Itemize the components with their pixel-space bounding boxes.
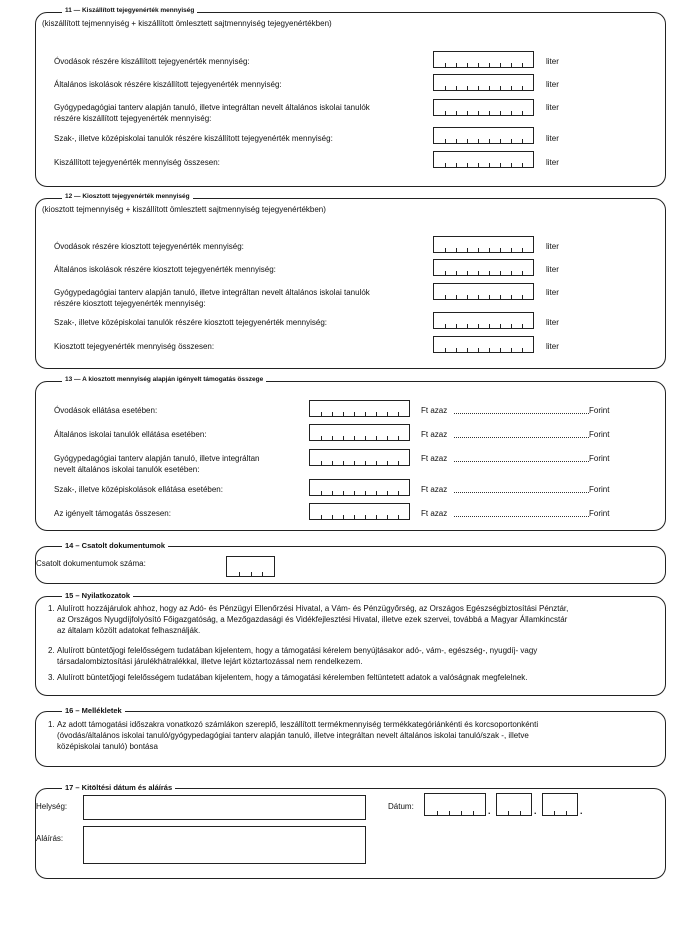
digit-tick xyxy=(522,271,523,275)
digit-tick xyxy=(500,348,501,352)
digit-tick xyxy=(489,163,490,167)
s16-item-1-line-2: (óvodás/általános iskolai tanuló/gyógypedagógiai tanterv alapján tanuló, illetve integráltan nevelt általános iskolai tanuló/szak -, illetve xyxy=(57,731,529,740)
digit-tick xyxy=(398,491,399,495)
s12-row-4-input[interactable] xyxy=(433,312,534,329)
digit-tick xyxy=(489,139,490,143)
digit-tick xyxy=(467,111,468,115)
s11-row-3-label: Gyógypedagógiai tanterv alapján tanuló, illetve integráltan nevelt általános iskolai tanulók xyxy=(54,103,370,112)
digit-tick xyxy=(500,139,501,143)
s13-row-3-label-line2: nevelt általános iskolai tanulók esetében: xyxy=(54,465,200,474)
digit-tick xyxy=(522,111,523,115)
digit-tick xyxy=(489,248,490,252)
section-12-title: 12 — Kiosztott tejegyenérték mennyiség xyxy=(62,193,193,200)
s17-sign-label: Aláírás: xyxy=(36,834,64,843)
digit-tick xyxy=(251,572,252,576)
digit-tick xyxy=(398,461,399,465)
section-12 xyxy=(35,193,666,369)
digit-tick xyxy=(478,139,479,143)
digit-tick xyxy=(321,412,322,416)
s11-row-5-unit: liter xyxy=(546,158,559,167)
s15-item-1-line-1: Alulírott hozzájárulok ahhoz, hogy az Adó- és Pénzügyi Ellenőrzési Hivatal, a Vám- és Pénzügyőrség, az Országos Egészségbiztosítási Pénztár, xyxy=(57,604,569,613)
digit-tick xyxy=(511,139,512,143)
section-17 xyxy=(35,783,666,879)
s17-signature-field[interactable] xyxy=(83,826,366,864)
s13-row-4-words-line[interactable] xyxy=(454,492,589,493)
digit-tick xyxy=(456,63,457,67)
s11-row-5-input[interactable] xyxy=(433,151,534,168)
digit-tick xyxy=(511,324,512,328)
s16-item-1 xyxy=(48,719,655,752)
s14-label: Csatolt dokumentumok száma: xyxy=(36,559,146,568)
digit-tick xyxy=(522,348,523,352)
s17-date-dot-1: . xyxy=(488,806,491,816)
s13-row-5-input[interactable] xyxy=(309,503,410,520)
digit-tick xyxy=(332,515,333,519)
s12-row-3-label-line2: részére kiosztott tejegyenérték mennyiség: xyxy=(54,299,206,308)
s13-row-5-words-line[interactable] xyxy=(454,516,589,517)
s12-row-4-label: Szak-, illetve középiskolai tanulók részére kiosztott tejegyenérték mennyiség: xyxy=(54,318,328,327)
s15-item-3-number: 3. xyxy=(48,673,55,682)
digit-tick xyxy=(467,271,468,275)
digit-tick xyxy=(461,811,462,815)
s13-row-2-forint: Forint xyxy=(589,430,610,439)
digit-tick xyxy=(478,324,479,328)
digit-tick xyxy=(478,163,479,167)
digit-tick xyxy=(437,811,438,815)
digit-tick xyxy=(467,248,468,252)
digit-tick xyxy=(387,491,388,495)
digit-tick xyxy=(354,461,355,465)
section-15 xyxy=(35,591,666,696)
digit-tick xyxy=(566,811,567,815)
digit-tick xyxy=(511,271,512,275)
digit-tick xyxy=(522,86,523,90)
digit-tick xyxy=(500,63,501,67)
s12-row-2-input[interactable] xyxy=(433,259,534,276)
digit-tick xyxy=(478,248,479,252)
digit-tick xyxy=(332,412,333,416)
digit-tick xyxy=(387,461,388,465)
s17-date-year-input[interactable] xyxy=(424,793,486,816)
digit-tick xyxy=(456,348,457,352)
digit-tick xyxy=(511,295,512,299)
digit-tick xyxy=(489,86,490,90)
digit-tick xyxy=(467,86,468,90)
s11-row-4-unit: liter xyxy=(546,134,559,143)
digit-tick xyxy=(445,163,446,167)
digit-tick xyxy=(522,248,523,252)
digit-tick xyxy=(554,811,555,815)
digit-tick xyxy=(456,139,457,143)
digit-tick xyxy=(343,436,344,440)
s12-row-5-input[interactable] xyxy=(433,336,534,353)
digit-tick xyxy=(511,248,512,252)
digit-tick xyxy=(500,324,501,328)
s17-place-input[interactable] xyxy=(83,795,366,820)
s13-row-3-label: Gyógypedagógiai tanterv alapján tanuló, illetve integráltan xyxy=(54,454,260,463)
digit-tick xyxy=(445,86,446,90)
s13-row-1-forint: Forint xyxy=(589,406,610,415)
digit-tick xyxy=(500,111,501,115)
digit-tick xyxy=(511,86,512,90)
s15-item-1-number: 1. xyxy=(48,604,55,613)
s17-date-month-input[interactable] xyxy=(496,793,532,816)
digit-tick xyxy=(445,63,446,67)
digit-tick xyxy=(473,811,474,815)
digit-tick xyxy=(445,139,446,143)
digit-tick xyxy=(489,111,490,115)
digit-tick xyxy=(354,491,355,495)
digit-tick xyxy=(376,461,377,465)
digit-tick xyxy=(398,436,399,440)
digit-tick xyxy=(511,63,512,67)
s13-row-1-ft: Ft azaz xyxy=(421,406,448,415)
digit-tick xyxy=(321,491,322,495)
digit-tick xyxy=(478,63,479,67)
s11-row-1-label: Óvodások részére kiszállított tejegyenérték mennyiség: xyxy=(54,57,250,66)
digit-tick xyxy=(365,436,366,440)
s12-row-5-label: Kiosztott tejegyenérték mennyiség összesen: xyxy=(54,342,215,351)
s11-row-3-unit: liter xyxy=(546,103,559,112)
digit-tick xyxy=(332,436,333,440)
s11-row-2-label: Általános iskolások részére kiszállított tejegyenérték mennyiség: xyxy=(54,80,282,89)
digit-tick xyxy=(445,248,446,252)
digit-tick xyxy=(478,86,479,90)
digit-tick xyxy=(467,324,468,328)
s13-row-4-label: Szak-, illetve középiskolások ellátása esetében: xyxy=(54,485,223,494)
digit-tick xyxy=(467,295,468,299)
s13-row-1-words-line[interactable] xyxy=(454,413,589,414)
s17-place-label: Helység: xyxy=(36,802,68,811)
digit-tick xyxy=(445,111,446,115)
digit-tick xyxy=(376,412,377,416)
s11-row-3-label-line2: részére kiszállított tejegyenérték mennyiség: xyxy=(54,114,212,123)
digit-tick xyxy=(500,86,501,90)
digit-tick xyxy=(365,491,366,495)
digit-tick xyxy=(376,436,377,440)
s12-row-4-unit: liter xyxy=(546,318,559,327)
digit-tick xyxy=(522,324,523,328)
digit-tick xyxy=(500,163,501,167)
digit-tick xyxy=(522,163,523,167)
s11-row-5-label: Kiszállított tejegyenérték mennyiség összesen: xyxy=(54,158,220,167)
digit-tick xyxy=(467,163,468,167)
s13-row-2-ft: Ft azaz xyxy=(421,430,448,439)
s15-item-2-number: 2. xyxy=(48,646,55,655)
digit-tick xyxy=(343,461,344,465)
s13-row-3-input[interactable] xyxy=(309,449,410,466)
s11-row-1-input[interactable] xyxy=(433,51,534,68)
digit-tick xyxy=(489,348,490,352)
section-11 xyxy=(35,7,666,187)
digit-tick xyxy=(478,348,479,352)
s13-row-3-words-line[interactable] xyxy=(454,461,589,462)
digit-tick xyxy=(478,295,479,299)
digit-tick xyxy=(467,139,468,143)
digit-tick xyxy=(467,63,468,67)
s12-row-3-label: Gyógypedagógiai tanterv alapján tanuló, illetve integráltan nevelt általános iskolai tanulók xyxy=(54,288,370,297)
digit-tick xyxy=(467,348,468,352)
s13-row-2-words-line[interactable] xyxy=(454,437,589,438)
digit-tick xyxy=(511,163,512,167)
digit-tick xyxy=(365,515,366,519)
s16-item-1-number: 1. xyxy=(48,720,55,729)
digit-tick xyxy=(445,348,446,352)
s13-row-5-ft: Ft azaz xyxy=(421,509,448,518)
digit-tick xyxy=(500,295,501,299)
s13-row-4-input[interactable] xyxy=(309,479,410,496)
section-11-subtitle: (kiszállított tejmennyiség + kiszállított ömlesztett sajtmennyiség tejegyenértékben) xyxy=(42,19,332,28)
digit-tick xyxy=(387,515,388,519)
digit-tick xyxy=(343,412,344,416)
s11-row-4-label: Szak-, illetve középiskolai tanulók részére kiszállított tejegyenérték mennyiség: xyxy=(54,134,333,143)
digit-tick xyxy=(456,324,457,328)
digit-tick xyxy=(449,811,450,815)
digit-tick xyxy=(354,515,355,519)
digit-tick xyxy=(489,271,490,275)
digit-tick xyxy=(456,163,457,167)
digit-tick xyxy=(445,295,446,299)
digit-tick xyxy=(511,348,512,352)
s12-row-1-unit: liter xyxy=(546,242,559,251)
s13-row-1-label: Óvodások ellátása esetében: xyxy=(54,406,158,415)
digit-tick xyxy=(500,271,501,275)
s12-row-5-unit: liter xyxy=(546,342,559,351)
s15-item-2-line-2: társadalombiztosítási járulékhátralékkal, illetve lejárt köztartozással nem rendelkezem. xyxy=(57,657,363,666)
s13-row-3-ft: Ft azaz xyxy=(421,454,448,463)
s12-row-1-label: Óvodások részére kiosztott tejegyenérték mennyiség: xyxy=(54,242,244,251)
digit-tick xyxy=(500,248,501,252)
digit-tick xyxy=(489,63,490,67)
s14-doc-count-input[interactable] xyxy=(226,556,275,577)
s13-row-5-forint: Forint xyxy=(589,509,610,518)
digit-tick xyxy=(445,324,446,328)
digit-tick xyxy=(354,436,355,440)
digit-tick xyxy=(511,111,512,115)
digit-tick xyxy=(478,271,479,275)
digit-tick xyxy=(343,515,344,519)
s15-item-1 xyxy=(48,603,655,636)
digit-tick xyxy=(332,491,333,495)
digit-tick xyxy=(321,436,322,440)
digit-tick xyxy=(522,295,523,299)
digit-tick xyxy=(239,572,240,576)
s17-date-dot-3: . xyxy=(580,806,583,816)
s16-item-1-line-1: Az adott támogatási időszakra vonatkozó számlákon szereplő, leszállított termékmennyiség termékkategóriánkénti és korcsoportonkénti xyxy=(57,720,539,729)
s12-row-1-input[interactable] xyxy=(433,236,534,253)
digit-tick xyxy=(321,461,322,465)
digit-tick xyxy=(508,811,509,815)
digit-tick xyxy=(376,491,377,495)
s12-row-3-unit: liter xyxy=(546,288,559,297)
section-14 xyxy=(35,541,666,584)
digit-tick xyxy=(365,412,366,416)
s11-row-4-input[interactable] xyxy=(433,127,534,144)
digit-tick xyxy=(365,461,366,465)
s13-row-4-forint: Forint xyxy=(589,485,610,494)
section-13 xyxy=(35,376,666,531)
section-16 xyxy=(35,706,666,767)
s11-row-3-input[interactable] xyxy=(433,99,534,116)
section-15-title: 15 – Nyilatkozatok xyxy=(62,591,133,600)
s12-row-2-unit: liter xyxy=(546,265,559,274)
digit-tick xyxy=(456,295,457,299)
section-13-title: 13 — A kiosztott mennyiség alapján igényelt támogatás összege xyxy=(62,376,266,383)
s13-row-2-input[interactable] xyxy=(309,424,410,441)
digit-tick xyxy=(343,491,344,495)
s11-row-2-input[interactable] xyxy=(433,74,534,91)
digit-tick xyxy=(398,515,399,519)
s13-row-1-input[interactable] xyxy=(309,400,410,417)
s17-date-day-input[interactable] xyxy=(542,793,578,816)
s15-item-2-line-1: Alulírott büntetőjogi felelősségem tudatában kijelentem, hogy a támogatási kérelem benyújtásakor adó-, vám-, egészség-, nyugdíj- vagy xyxy=(57,646,538,655)
digit-tick xyxy=(522,139,523,143)
digit-tick xyxy=(376,515,377,519)
s12-row-3-input[interactable] xyxy=(433,283,534,300)
s13-row-3-forint: Forint xyxy=(589,454,610,463)
s17-date-dot-2: . xyxy=(534,806,537,816)
section-16-title: 16 – Mellékletek xyxy=(62,706,125,715)
s15-item-2 xyxy=(48,645,655,667)
s11-row-2-unit: liter xyxy=(546,80,559,89)
digit-tick xyxy=(354,412,355,416)
section-17-title: 17 – Kitöltési dátum és aláírás xyxy=(62,783,175,792)
digit-tick xyxy=(478,111,479,115)
digit-tick xyxy=(398,412,399,416)
digit-tick xyxy=(456,86,457,90)
s13-row-4-ft: Ft azaz xyxy=(421,485,448,494)
s15-item-3-line-1: Alulírott büntetőjogi felelősségem tudatában kijelentem, hogy a támogatási kérelemben feltüntetett adatok a valóságnak megfelelnek. xyxy=(57,673,528,682)
section-14-title: 14 – Csatolt dokumentumok xyxy=(62,541,168,550)
s13-row-5-label: Az igényelt támogatás összesen: xyxy=(54,509,171,518)
s12-row-2-label: Általános iskolások részére kiosztott tejegyenérték mennyiség: xyxy=(54,265,276,274)
digit-tick xyxy=(489,324,490,328)
s15-item-1-line-2: az Országos Nyugdíjfolyósító Főigazgatóság, a Mezőgazdasági és Vidékfejlesztési Hivatal, illetve ezek szervei, továbbá a Magyar Államkincstár xyxy=(57,615,568,624)
s11-row-1-unit: liter xyxy=(546,57,559,66)
digit-tick xyxy=(456,111,457,115)
digit-tick xyxy=(387,436,388,440)
digit-tick xyxy=(489,295,490,299)
digit-tick xyxy=(520,811,521,815)
s16-item-1-line-3: középiskolai tanuló) bontása xyxy=(57,742,158,751)
digit-tick xyxy=(456,248,457,252)
s13-row-2-label: Általános iskolai tanulók ellátása esetében: xyxy=(54,430,207,439)
digit-tick xyxy=(445,271,446,275)
digit-tick xyxy=(332,461,333,465)
digit-tick xyxy=(387,412,388,416)
s17-date-label: Dátum: xyxy=(388,802,414,811)
s15-item-1-line-3: az általam közölt adatokat felhasználják. xyxy=(57,626,201,635)
digit-tick xyxy=(456,271,457,275)
s15-item-3 xyxy=(48,672,655,683)
section-12-subtitle: (kiosztott tejmennyiség + kiszállított ömlesztett sajtmennyiség tejegyenértékben) xyxy=(42,205,326,214)
section-11-title: 11 — Kiszállított tejegyenérték mennyiség xyxy=(62,7,197,14)
digit-tick xyxy=(522,63,523,67)
digit-tick xyxy=(321,515,322,519)
digit-tick xyxy=(262,572,263,576)
